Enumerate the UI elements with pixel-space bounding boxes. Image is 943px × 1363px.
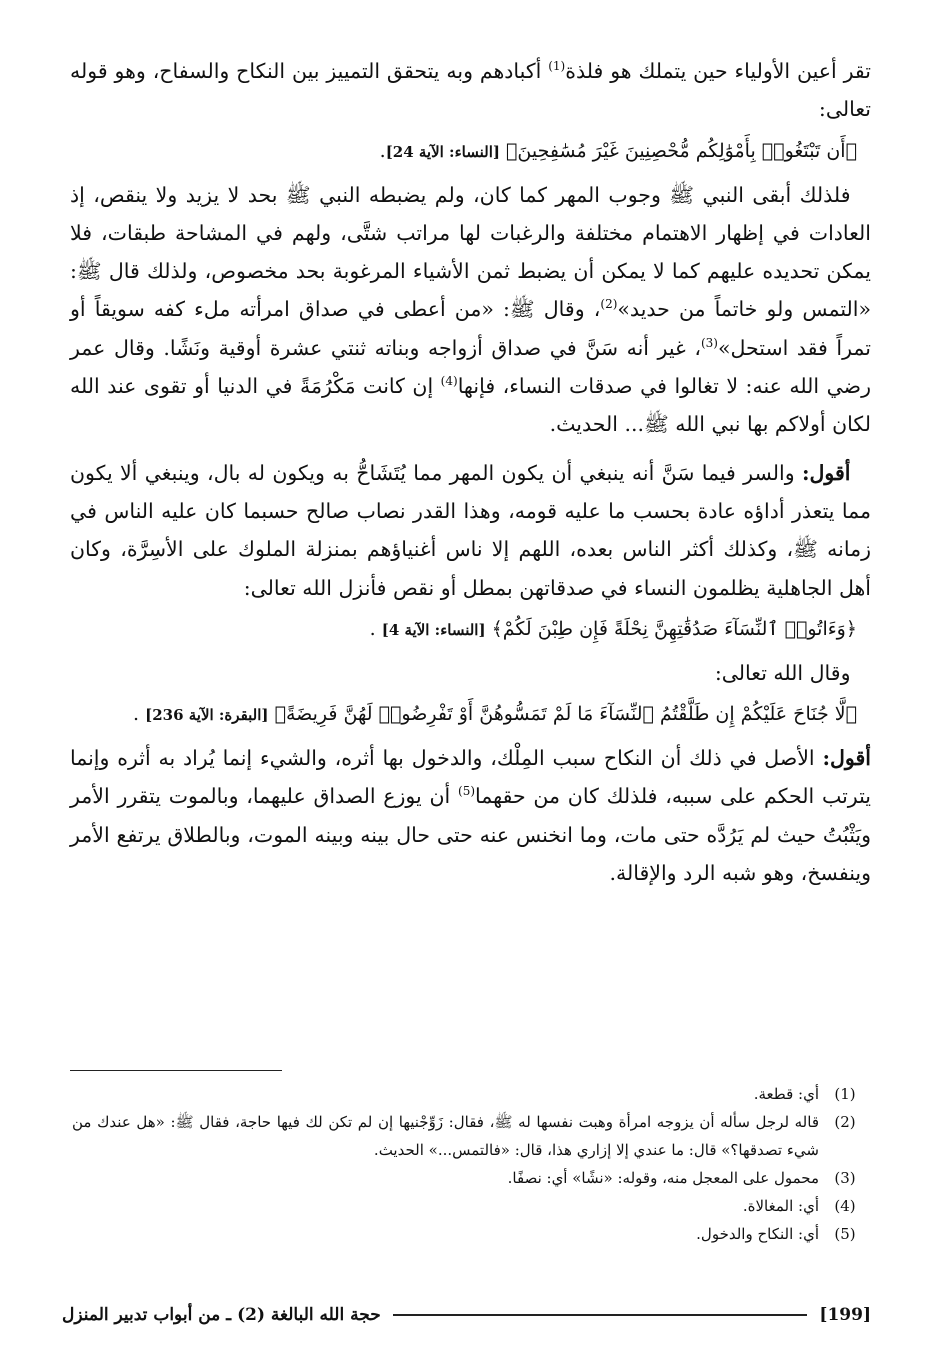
footnote-3 — [72, 1164, 871, 1192]
paragraph-3 — [70, 454, 871, 607]
footer-rule — [393, 1314, 808, 1316]
page-footer — [62, 1305, 871, 1325]
paragraph-5-text-a: الأصل في ذلك أن النكاح سبب المِلْك، والدخول بها أثره، والشيء إنما يُراد به أثره وإنما يترتب الحكم على سببه، فلذلك كان من حقهما — [70, 746, 871, 809]
paragraph-2 — [70, 176, 871, 444]
footnotes — [72, 1080, 871, 1248]
quran-verse-1-reference: [النساء: الآية 24] — [385, 142, 500, 161]
footnote-1-number: (1) — [834, 1085, 856, 1103]
footnote-ref-4[interactable]: (4) — [440, 374, 458, 389]
footnote-ref-3[interactable]: (3) — [700, 335, 718, 350]
paragraph-1-text-b: أكبادهم وبه يتحقق التمييز بين النكاح والسفاح، وهو قوله تعالى: — [70, 59, 871, 122]
paragraph-2-text-a: فلذلك أبقى النبي ﷺ وجوب المهر كما كان، ولم يضبطه النبي ﷺ بحد لا يزيد ولا ينقص، إذ العادات في إظهار الاهتمام مختلفة والرغبات لها مراتب شتَّى، ولهم في المشاحة طبقات، فلا يمكن تحديده عليهم كما لا يمكن أن يضبط ثمن الأشياء المرغوبة بحد مخصوص، ولذلك قال ﷺ: «التمس ولو خاتماً من حديد» — [70, 182, 872, 322]
footnote-2-number: (2) — [834, 1113, 856, 1131]
paragraph-1 — [70, 52, 871, 129]
quran-verse-3-end: . — [133, 703, 140, 726]
paragraph-2-text-b: ، وقال ﷺ: «من أعطى في صداق امرأته ملء كفه سويقاً أو تمراً فقد استحل» — [70, 297, 871, 360]
footnote-4-number: (4) — [834, 1197, 856, 1215]
paragraph-4-text: وقال الله تعالى: — [714, 660, 851, 685]
footnote-5-text: أي: النكاح والدخول. — [696, 1225, 819, 1243]
paragraph-5-text-b: أن يوزع الصداق عليهما، وبالموت يتقرر الأمر ويَثْبُتُ حيث لم يَرُدَّه حتى مات، وما انخنس عنه حتى حال بينه وبينه الموت، وبالطلاق يرتفع الأمر وينفسخ، وهو شبه الرد والإقالة. — [70, 784, 871, 886]
page-number: [199] — [819, 1305, 871, 1325]
paragraph-5 — [70, 739, 871, 892]
quran-verse-3-reference: [البقرة: الآية 236] — [145, 706, 269, 725]
paragraph-2-text-c: ، غير أنه سَنَّ في صداق أزواجه وبناته ثنتي عشرة أوقية ونَشًا. وقال عمر رضي الله عنه: لا تغالوا في صدقات النساء، فإنها — [70, 335, 871, 399]
footnote-1-text: أي: قطعة. — [753, 1085, 819, 1103]
footnote-3-number: (3) — [834, 1169, 856, 1187]
paragraph-5-lead: أقول: — [822, 746, 871, 771]
paragraph-2-text-d: إن كانت مَكْرُمَةً في الدنيا أو تقوى عند الله لكان أولاكم بها نبي الله ﷺ... الحديث. — [70, 374, 871, 437]
footnote-4-text: أي: المغالاة. — [742, 1197, 819, 1215]
quran-verse-1 — [70, 133, 857, 170]
footnote-ref-5[interactable]: (5) — [458, 784, 476, 799]
quran-verse-1-end: . — [379, 139, 386, 162]
quran-verse-3-text: ﴿لَّا جُنَاحَ عَلَيْكُمْ إِن طَلَّقْتُمُ ٱلنِّسَآءَ مَا لَمْ تَمَسُّوهُنَّ أَوْ تَفْرِضُوا۟ لَهُنَّ فَرِيضَةً﴾ — [274, 703, 857, 726]
running-title: حجة الله البالغة (2) ـ من أبواب تدبير المنزل — [62, 1305, 381, 1325]
quran-verse-2-text: ﴿وَءَاتُوا۟ ٱلنِّسَآءَ صَدُقَٰتِهِنَّ نِحْلَةً فَإِن طِبْنَ لَكُمْ﴾ — [491, 617, 857, 640]
footnote-3-text: محمول على المعجل منه، وقوله: «نشًا» أي: نصفًا. — [507, 1169, 819, 1187]
paragraph-4 — [70, 654, 871, 692]
paragraph-3-text: والسر فيما سَنَّ أنه ينبغي أن يكون المهر مما يُتَشَاحُّ به ويكون له بال، وينبغي ألا يكون مما يتعذر أداؤه عادة بحسب ما عليه قومه، وهذا القدر نصاب صالح حسبما كان عليه الناس في زمانه ﷺ، وكذلك أكثر الناس بعده، اللهم إلا ناس أغنياؤهم بمنزلة الملوك على الأسِرَّة، وكان أهل الجاهلية يظلمون النساء في صدقاتهن بمطل أو نقص فأنزل الله تعالى: — [70, 460, 871, 600]
quran-verse-2-reference: [النساء: الآية 4] — [381, 620, 486, 639]
paragraph-1-text-a: تقر أعين الأولياء حين يتملك هو فلذة — [565, 59, 871, 83]
footnote-ref-2[interactable]: (2) — [600, 297, 618, 312]
footnote-ref-1[interactable]: (1) — [548, 59, 566, 74]
footnote-5-number: (5) — [834, 1225, 856, 1243]
footnote-2-text: قاله لرجل سأله أن يزوجه امرأة وهبت نفسها له ﷺ، فقال: زَوِّجْنيها إن لم تكن لك فيها حاجة، فقال ﷺ: «هل عندك من شيء تصدقها؟» قال: ما عندي إلا إزاري هذا، قال: «فالتمس...» الحديث. — [72, 1113, 819, 1159]
footnote-divider — [70, 1070, 282, 1071]
footnote-2 — [72, 1108, 871, 1164]
quran-verse-2 — [70, 611, 857, 648]
footnote-5 — [72, 1220, 871, 1248]
footnote-4 — [72, 1192, 871, 1220]
footnote-1 — [72, 1080, 871, 1108]
quran-verse-2-end: . — [369, 617, 376, 640]
quran-verse-3 — [70, 696, 857, 733]
quran-verse-1-text: ﴿أَن تَبْتَغُوا۟ بِأَمْوَٰلِكُم مُّحْصِنِينَ غَيْرَ مُسَٰفِحِينَ﴾ — [506, 139, 857, 162]
paragraph-3-lead: أقول: — [801, 460, 851, 485]
